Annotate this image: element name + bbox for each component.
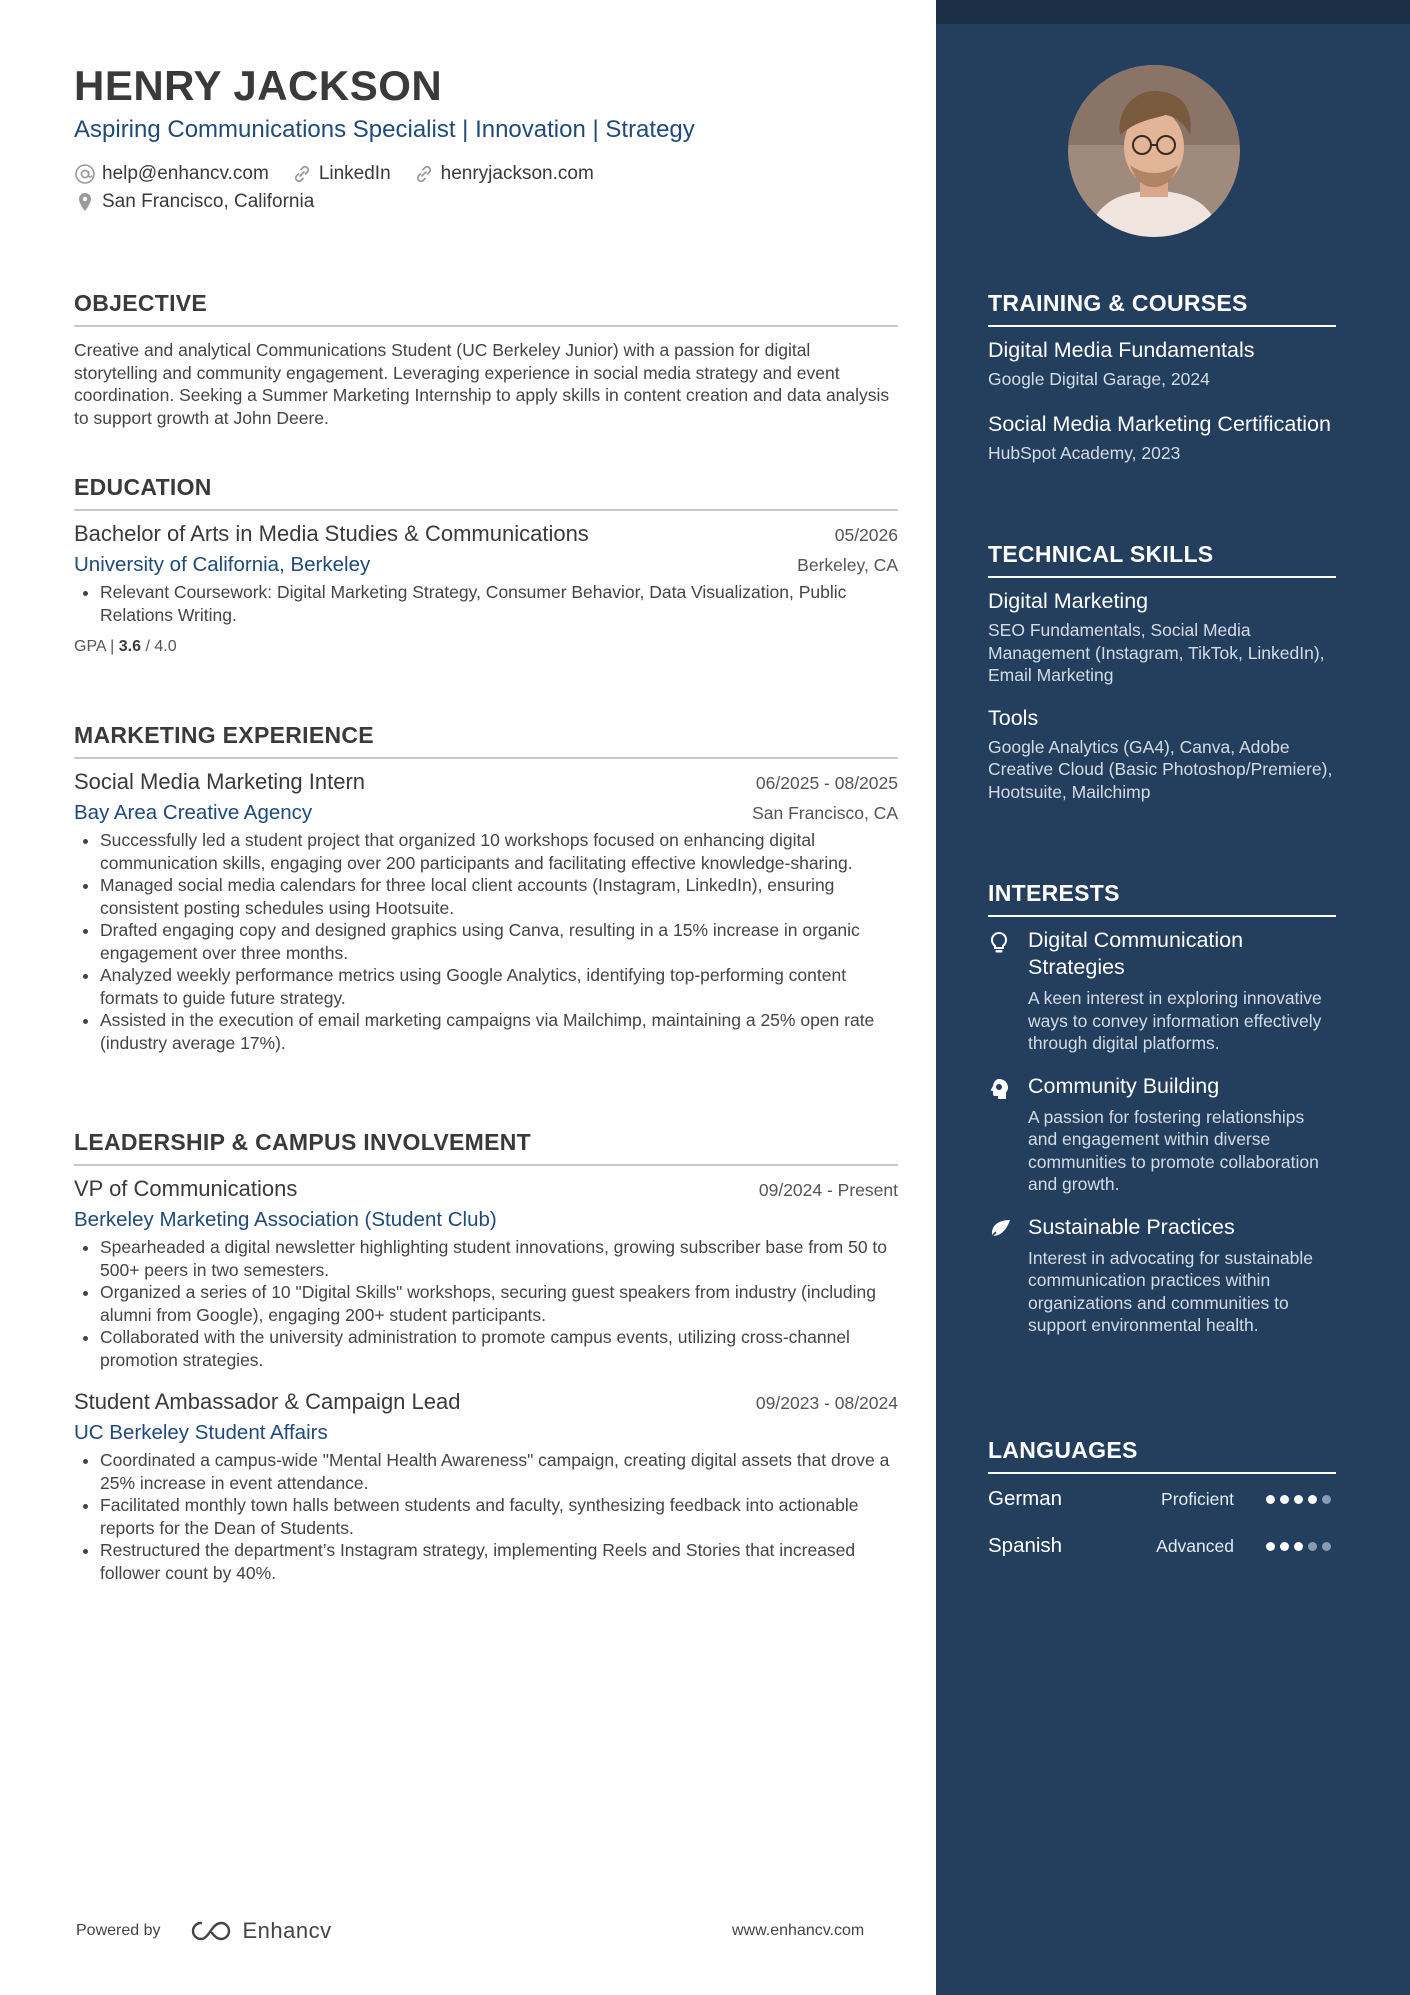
language-item (988, 1484, 1336, 1514)
list-item: • Managed social media calendars for three local client accounts (Instagram, LinkedIn), ensuring consistent posting schedules using Hootsuite. (100, 874, 898, 919)
training-item (988, 337, 1336, 391)
job-date: 06/2025 - 08/2025 (755, 773, 898, 793)
role-date: 09/2024 - Present (758, 1180, 898, 1200)
objective-text: Creative and analytical Communications Student (UC Berkeley Junior) with a passion for digital storytelling and community engagement. Leveraging experience in social media strategy and event coordination. Seeking a Summer Marketing Internship to apply skills in content creation and data analysis to support growth at John Deere. (74, 340, 890, 428)
education-section (74, 474, 898, 656)
rating-dot-empty (1322, 1495, 1331, 1504)
sidebar-top-bar (936, 0, 1410, 24)
list-item: • Coordinated a campus-wide "Mental Health Awareness" campaign, creating digital assets that drove a 25% increase in event attendance. (100, 1449, 898, 1494)
interest-title: Community Building (1028, 1073, 1220, 1098)
interest-item (988, 1214, 1336, 1337)
role-date: 09/2023 - 08/2024 (755, 1393, 898, 1413)
link-icon (291, 163, 313, 185)
language-name: German (988, 1487, 1063, 1510)
language-name: Spanish (988, 1534, 1063, 1557)
language-level: Proficient (1161, 1488, 1234, 1509)
interest-description: A keen interest in exploring innovative ways to convey information effectively through digital platforms. (1028, 988, 1322, 1053)
interests-heading: INTERESTS (988, 880, 1336, 917)
list-item: • Relevant Coursework: Digital Marketing Strategy, Consumer Behavior, Data Visualization, Public Relations Writing. (100, 581, 898, 626)
school-location: Berkeley, CA (797, 555, 898, 575)
degree-title: Bachelor of Arts in Media Studies & Communications (74, 521, 589, 546)
list-item: • Collaborated with the university administration to promote campus events, utilizing cross-channel promotion strategies. (100, 1326, 898, 1371)
education-bullets (74, 581, 898, 626)
skill-group (988, 588, 1336, 687)
contact-info (74, 160, 616, 216)
list-item: • Organized a series of 10 "Digital Skills" workshops, securing guest speakers from industry (including alumni from Google), engaging 200+ student participants. (100, 1281, 898, 1326)
powered-by-text: Powered by (76, 1922, 161, 1939)
course-provider: HubSpot Academy, 2023 (988, 442, 1181, 463)
language-item (988, 1531, 1336, 1561)
at-icon (74, 163, 96, 185)
objective-heading: OBJECTIVE (74, 290, 898, 327)
marketing-section (74, 722, 898, 1054)
list-item: • Successfully led a student project that organized 10 workshops focused on enhancing digital communication skills, engaging over 200 participants and facilitating effective knowledge-sharing. (100, 829, 898, 874)
head-icon (988, 1077, 1010, 1101)
rating-dot-filled (1280, 1542, 1289, 1551)
rating-dot-filled (1294, 1542, 1303, 1551)
job-title: Social Media Marketing Intern (74, 769, 366, 794)
enhancv-logo-icon (187, 1918, 235, 1944)
rating-dot-filled (1308, 1495, 1317, 1504)
gpa-label: GPA (74, 638, 106, 655)
list-item: • Drafted engaging copy and designed graphics using Canva, resulting in a 15% increase in organic engagement over three months. (100, 919, 898, 964)
email-contact[interactable] (74, 163, 269, 185)
training-section (988, 290, 1336, 464)
avatar (1068, 65, 1240, 237)
gpa-max: 4.0 (154, 638, 177, 655)
list-item: • Spearheaded a digital newsletter highlighting student innovations, growing subscriber base from 50 to 500+ peers in two semesters. (100, 1236, 898, 1281)
linkedin-text: LinkedIn (318, 163, 391, 184)
objective-section (74, 290, 898, 429)
enhancv-brand: Enhancv (242, 1918, 332, 1943)
candidate-title: Aspiring Communications Specialist | Innovation | Strategy (74, 116, 695, 143)
location-contact (74, 191, 314, 213)
website-text: henryjackson.com (440, 163, 594, 184)
marketing-bullets (74, 829, 898, 1054)
education-date: 05/2026 (834, 525, 898, 545)
link-icon (413, 163, 435, 185)
gpa: GPA | 3.6 / 4.0 (74, 638, 177, 655)
interest-title: Digital Communication Strategies (1028, 928, 1244, 979)
language-rating (1266, 1542, 1336, 1551)
marketing-heading: MARKETING EXPERIENCE (74, 722, 898, 759)
interest-item (988, 1073, 1336, 1196)
school-name: University of California, Berkeley (74, 553, 371, 576)
location-pin-icon (74, 191, 96, 213)
rating-dot-filled (1280, 1495, 1289, 1504)
leadership-entry (74, 1389, 898, 1584)
language-level: Advanced (1156, 1535, 1234, 1556)
list-item: • Restructured the department’s Instagram strategy, implementing Reels and Stories that increased follower count by 40%. (100, 1539, 898, 1584)
candidate-name: HENRY JACKSON (74, 62, 443, 109)
leaf-icon (988, 1218, 1012, 1240)
location-text: San Francisco, California (102, 191, 315, 212)
skills-section (988, 541, 1336, 803)
skill-group-list: SEO Fundamentals, Social Media Management (Instagram, TikTok, LinkedIn), Email Marketing (988, 620, 1325, 685)
rating-dot-filled (1266, 1495, 1275, 1504)
interest-description: A passion for fostering relationships and engagement within diverse communities to promote collaboration and growth. (1028, 1106, 1319, 1194)
company-location: San Francisco, CA (752, 803, 898, 823)
skill-group (988, 705, 1336, 804)
interest-description: Interest in advocating for sustainable communication practices within organizations and communities to support environmental health. (1028, 1247, 1314, 1335)
interest-item (988, 927, 1336, 1055)
course-title: Social Media Marketing Certification (988, 411, 1331, 436)
footer-powered (76, 1918, 332, 1944)
role-bullets (74, 1236, 898, 1371)
leadership-section (74, 1129, 898, 1584)
language-rating (1266, 1495, 1336, 1504)
course-title: Digital Media Fundamentals (988, 338, 1255, 362)
skill-group-title: Tools (988, 705, 1039, 730)
education-heading: EDUCATION (74, 474, 898, 511)
rating-dot-empty (1308, 1542, 1317, 1551)
list-item: • Assisted in the execution of email marketing campaigns via Mailchimp, maintaining a 25% open rate (industry average 17%). (100, 1009, 898, 1054)
leadership-heading: LEADERSHIP & CAMPUS INVOLVEMENT (74, 1129, 898, 1166)
interest-title: Sustainable Practices (1028, 1214, 1235, 1239)
list-item: • Facilitated monthly town halls between students and faculty, synthesizing feedback into actionable reports for the Dean of Students. (100, 1494, 898, 1539)
skill-group-title: Digital Marketing (988, 589, 1149, 613)
training-item (988, 411, 1336, 465)
role-bullets (74, 1449, 898, 1584)
rating-dot-filled (1294, 1495, 1303, 1504)
footer-url[interactable]: www.enhancv.com (732, 1922, 865, 1939)
rating-dot-empty (1322, 1542, 1331, 1551)
leadership-entry (74, 1176, 898, 1371)
role-title: VP of Communications (74, 1176, 298, 1201)
gpa-value: 3.6 (118, 638, 142, 655)
company-name: Bay Area Creative Agency (74, 801, 313, 824)
role-title: Student Ambassador & Campaign Lead (74, 1389, 461, 1414)
org-name: UC Berkeley Student Affairs (74, 1421, 328, 1444)
email-text: help@enhancv.com (102, 163, 269, 184)
languages-heading: LANGUAGES (988, 1437, 1336, 1474)
interests-section (988, 880, 1336, 1337)
course-provider: Google Digital Garage, 2024 (988, 369, 1210, 389)
website-contact[interactable] (413, 163, 594, 185)
list-item: • Analyzed weekly performance metrics using Google Analytics, identifying top-performing content formats to guide future strategy. (100, 964, 898, 1009)
skills-heading: TECHNICAL SKILLS (988, 541, 1336, 578)
linkedin-contact[interactable] (291, 163, 391, 185)
org-name: Berkeley Marketing Association (Student Club) (74, 1208, 497, 1231)
training-heading: TRAINING & COURSES (988, 290, 1336, 327)
rating-dot-filled (1266, 1542, 1275, 1551)
lightbulb-icon (988, 931, 1010, 955)
languages-section (988, 1437, 1336, 1561)
skill-group-list: Google Analytics (GA4), Canva, Adobe Creative Cloud (Basic Photoshop/Premiere), Hootsuite, Mailchimp (988, 736, 1333, 802)
